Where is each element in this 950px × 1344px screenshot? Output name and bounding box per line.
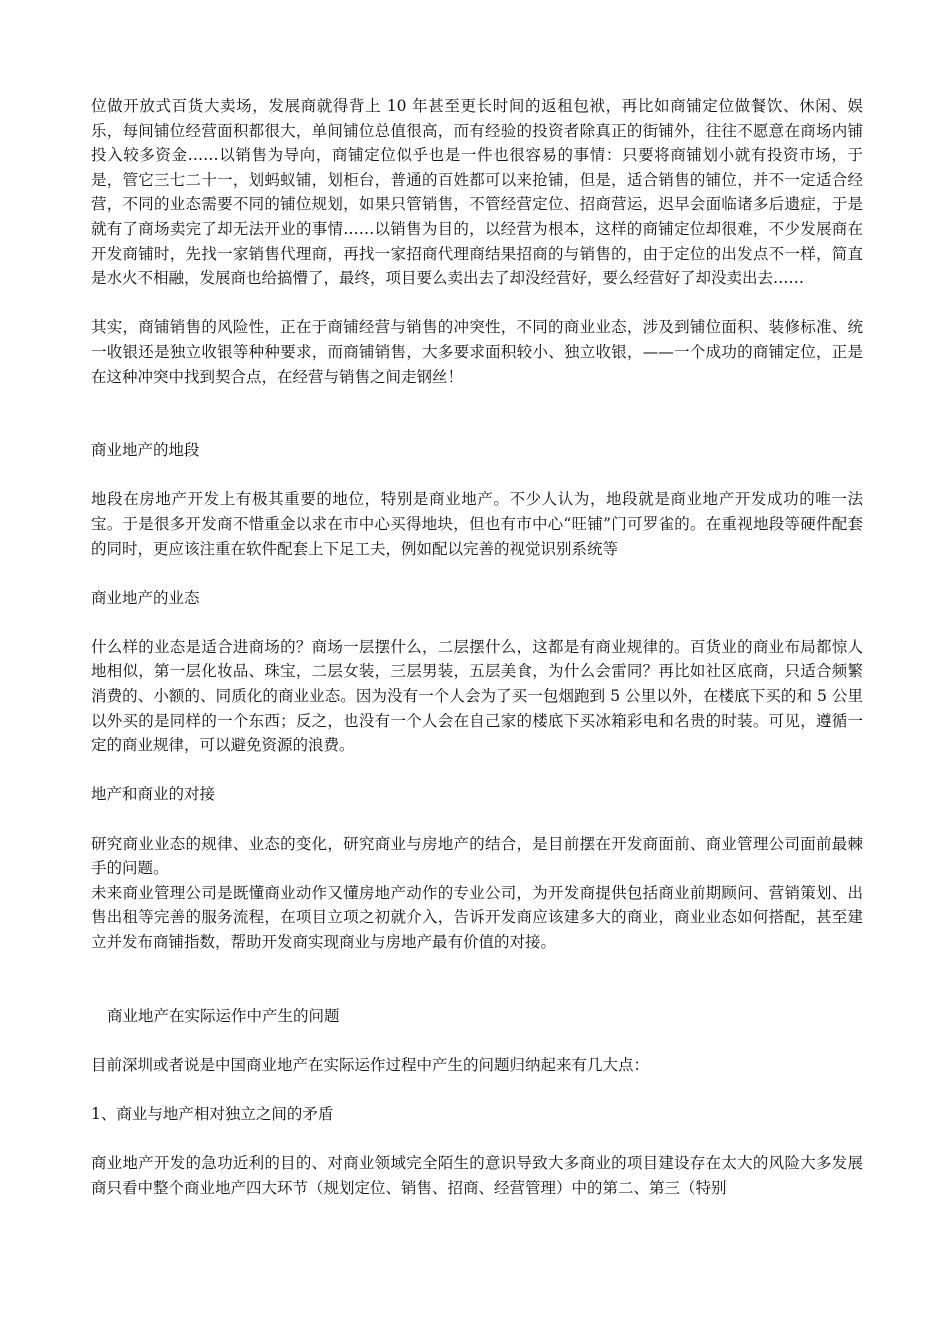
section-spacer	[91, 389, 863, 438]
paragraph-docking-future: 未来商业管理公司是既懂商业动作又懂房地产动作的专业公司，为开发商提供包括商业前期顾问、营销策划、出售出租等完善的服务流程，在项目立项之初就介入，告诉开发商应该建多大的商业，商业业态如何搭配，甚至建立并发布商铺指数，帮助开发商实现商业与房地产最有价值的对接。	[91, 883, 863, 951]
paragraph-spacer	[91, 807, 863, 832]
paragraph-spacer	[91, 758, 863, 783]
heading-problem-1: 1、商业与地产相对独立之间的矛盾	[91, 1104, 334, 1123]
paragraph-spacer	[91, 1127, 863, 1152]
heading-business-format: 商业地产的业态	[91, 588, 200, 607]
paragraph-spacer	[91, 610, 863, 635]
paragraph-spacer	[91, 291, 863, 316]
heading-docking: 地产和商业的对接	[91, 785, 216, 804]
heading-operation-problems: 商业地产在实际运作中产生的问题	[107, 1006, 340, 1025]
paragraph-business-format: 什么样的业态是适合进商场的？商场一层摆什么，二层摆什么，这都是有商业规律的。百货业的商业布局都惊人地相似，第一层化妆品、珠宝，二层女装，三层男装，五层美食，为什么会雷同？再比如社区底商，只适合频繁消费的、小额的、同质化的商业业态。因为没有一个人会为了买一包烟跑到 5 公里以外，在楼底下买的和 5 公里以外买的是同样的一个东西；反之，也没有一个人会在自己家的楼底下买冰箱彩电和名贵的时装。可见，遵循一定的商业规律，可以避免资源的浪费。	[91, 637, 863, 755]
paragraph-spacer	[91, 1028, 863, 1053]
paragraph-location: 地段在房地产开发上有极其重要的地位，特别是商业地产。不少人认为，地段就是商业地产开发成功的唯一法宝。于是很多开发商不惜重金以求在市中心买得地块，但也有市中心“旺铺”门可罗雀的。在重视地段等硬件配套的同时，更应该注重在软件配套上下足工夫，例如配以完善的视觉识别系统等	[91, 490, 863, 558]
document-body	[91, 94, 863, 1200]
paragraph-sales-risk: 其实，商铺销售的风险性，正在于商铺经营与销售的冲突性，不同的商业业态，涉及到铺位面积、装修标准、统一收银还是独立收银等种种要求，而商铺销售，大多要求面积较小、独立收银，——一个成功的商铺定位，正是在这种冲突中找到契合点，在经营与销售之间走钢丝！	[91, 318, 863, 386]
paragraph-spacer	[91, 463, 863, 488]
paragraph-spacer	[91, 1077, 863, 1102]
paragraph-problem-1: 商业地产开发的急功近利的目的、对商业领域完全陌生的意识导致大多商业的项目建设存在太大的风险大多发展商只看中整个商业地产四大环节（规划定位、销售、招商、经营管理）中的第二、第三（特别	[91, 1154, 863, 1197]
paragraph-positioning-conflict: 位做开放式百货大卖场，发展商就得背上 10 年甚至更长时间的返租包袱，再比如商铺定位做餐饮、休闲、娱乐，每间铺位经营面积都很大，单间铺位总值很高，而有经验的投资者除真正的街铺外，往往不愿意在商场内铺投入较多资金……以销售为导向，商铺定位似乎也是一件也很容易的事情：只要将商铺划小就有投资市场，于是，管它三七二十一，划蚂蚁铺，划柜台，普通的百姓都可以来抢铺，但是，适合销售的铺位，并不一定适合经营，不同的业态需要不同的铺位规划，如果只管销售，不管经营定位、招商营运，迟早会面临诸多后遗症，于是就有了商场卖完了却无法开业的事情……以销售为目的，以经营为根本，这样的商铺定位却很难，不少发展商在开发商铺时，先找一家销售代理商，再找一家招商代理商结果招商的与销售的，由于定位的出发点不一样，简直是水火不相融，发展商也给搞懵了，最终，项目要么卖出去了却没经营好，要么经营好了却没卖出去……	[91, 97, 863, 288]
section-spacer	[91, 955, 863, 1004]
paragraph-docking-research: 研究商业业态的规律、业态的变化，研究商业与房地产的结合，是目前摆在开发商面前、商业管理公司面前最棘手的问题。	[91, 834, 863, 878]
paragraph-problems-intro: 目前深圳或者说是中国商业地产在实际运作过程中产生的问题归纳起来有几大点：	[91, 1055, 650, 1074]
paragraph-spacer	[91, 561, 863, 586]
heading-location: 商业地产的地段	[91, 441, 200, 460]
